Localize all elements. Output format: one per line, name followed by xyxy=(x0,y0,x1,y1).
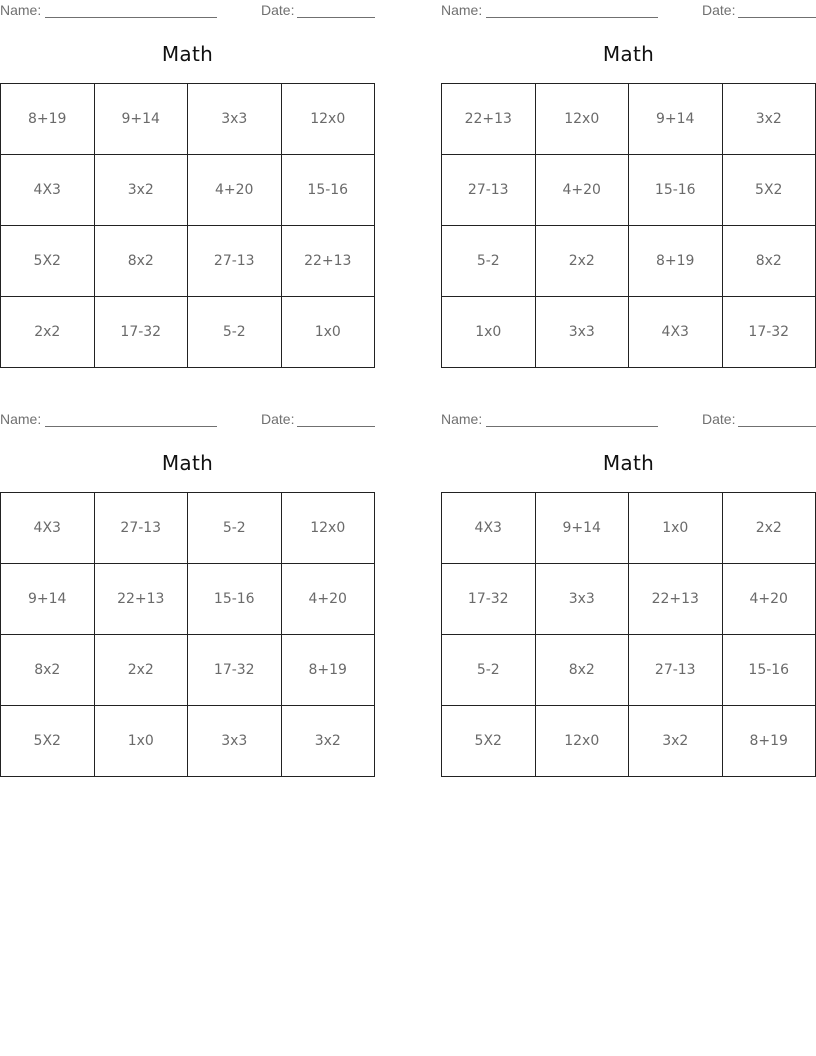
name-label: Name: xyxy=(441,411,483,427)
grid-row xyxy=(1,226,375,297)
grid-row xyxy=(1,493,375,564)
grid-cell: 2x2 xyxy=(722,493,816,564)
grid-cell: 12x0 xyxy=(535,84,629,155)
grid-row xyxy=(442,226,816,297)
grid-cell: 15-16 xyxy=(629,155,723,226)
grid-cell: 1x0 xyxy=(629,493,723,564)
grid-cell: 15-16 xyxy=(188,564,282,635)
name-field-line xyxy=(486,426,658,427)
grid-cell: 4+20 xyxy=(535,155,629,226)
grid-cell: 17-32 xyxy=(722,297,816,368)
name-label: Name: xyxy=(441,2,483,18)
grid-cell: 9+14 xyxy=(1,564,95,635)
bingo-card-2 xyxy=(441,0,816,365)
grid-cell: 4+20 xyxy=(281,564,375,635)
grid-cell: 8+19 xyxy=(629,226,723,297)
grid-row xyxy=(442,84,816,155)
grid-cell: 8+19 xyxy=(722,706,816,777)
grid-cell: 5X2 xyxy=(1,226,95,297)
grid-cell: 17-32 xyxy=(94,297,188,368)
bingo-card-3 xyxy=(0,409,375,774)
grid-cell: 3x2 xyxy=(722,84,816,155)
grid-row xyxy=(442,155,816,226)
grid-cell: 9+14 xyxy=(629,84,723,155)
date-field-line xyxy=(738,17,816,18)
grid-row xyxy=(442,297,816,368)
grid-row xyxy=(1,706,375,777)
grid-row xyxy=(442,635,816,706)
grid-cell: 8x2 xyxy=(722,226,816,297)
grid-cell: 3x3 xyxy=(535,564,629,635)
date-label: Date: xyxy=(261,411,295,427)
grid-cell: 8+19 xyxy=(281,635,375,706)
bingo-card-4 xyxy=(441,409,816,774)
bingo-grid xyxy=(0,492,375,777)
grid-cell: 5X2 xyxy=(442,706,536,777)
grid-cell: 1x0 xyxy=(281,297,375,368)
grid-cell: 12x0 xyxy=(281,493,375,564)
grid-cell: 2x2 xyxy=(94,635,188,706)
grid-cell: 17-32 xyxy=(188,635,282,706)
grid-cell: 5X2 xyxy=(722,155,816,226)
grid-cell: 15-16 xyxy=(281,155,375,226)
grid-cell: 4X3 xyxy=(629,297,723,368)
date-label: Date: xyxy=(702,2,736,18)
name-date-header xyxy=(441,2,816,20)
name-label: Name: xyxy=(0,411,42,427)
date-field-line xyxy=(297,17,375,18)
grid-cell: 27-13 xyxy=(629,635,723,706)
name-date-header xyxy=(0,2,375,20)
card-title: Math xyxy=(161,42,214,66)
grid-cell: 8x2 xyxy=(535,635,629,706)
grid-cell: 4X3 xyxy=(1,493,95,564)
grid-cell: 3x3 xyxy=(188,84,282,155)
grid-cell: 5-2 xyxy=(188,297,282,368)
grid-cell: 1x0 xyxy=(442,297,536,368)
grid-cell: 3x3 xyxy=(188,706,282,777)
grid-cell: 27-13 xyxy=(442,155,536,226)
bingo-grid xyxy=(441,83,816,368)
date-label: Date: xyxy=(702,411,736,427)
grid-cell: 3x3 xyxy=(535,297,629,368)
grid-cell: 12x0 xyxy=(535,706,629,777)
date-field-line xyxy=(297,426,375,427)
card-title: Math xyxy=(602,42,655,66)
grid-cell: 9+14 xyxy=(535,493,629,564)
name-field-line xyxy=(486,17,658,18)
grid-cell: 5X2 xyxy=(1,706,95,777)
grid-cell: 27-13 xyxy=(188,226,282,297)
grid-cell: 8+19 xyxy=(1,84,95,155)
grid-cell: 1x0 xyxy=(94,706,188,777)
card-title: Math xyxy=(161,451,214,475)
bingo-grid xyxy=(0,83,375,368)
name-field-line xyxy=(45,426,217,427)
grid-cell: 4+20 xyxy=(722,564,816,635)
grid-cell: 3x2 xyxy=(94,155,188,226)
grid-cell: 4+20 xyxy=(188,155,282,226)
grid-row xyxy=(442,493,816,564)
grid-cell: 12x0 xyxy=(281,84,375,155)
grid-cell: 17-32 xyxy=(442,564,536,635)
grid-cell: 4X3 xyxy=(442,493,536,564)
grid-cell: 22+13 xyxy=(629,564,723,635)
grid-cell: 5-2 xyxy=(442,226,536,297)
grid-cell: 22+13 xyxy=(442,84,536,155)
grid-cell: 2x2 xyxy=(535,226,629,297)
grid-row xyxy=(1,635,375,706)
grid-cell: 3x2 xyxy=(629,706,723,777)
grid-cell: 9+14 xyxy=(94,84,188,155)
bingo-grid xyxy=(441,492,816,777)
grid-cell: 5-2 xyxy=(188,493,282,564)
grid-cell: 5-2 xyxy=(442,635,536,706)
bingo-card-1 xyxy=(0,0,375,365)
grid-cell: 8x2 xyxy=(1,635,95,706)
name-field-line xyxy=(45,17,217,18)
grid-cell: 15-16 xyxy=(722,635,816,706)
grid-row xyxy=(442,706,816,777)
grid-row xyxy=(442,564,816,635)
grid-cell: 27-13 xyxy=(94,493,188,564)
grid-cell: 2x2 xyxy=(1,297,95,368)
name-date-header xyxy=(0,411,375,429)
grid-row xyxy=(1,297,375,368)
grid-row xyxy=(1,155,375,226)
grid-cell: 4X3 xyxy=(1,155,95,226)
grid-row xyxy=(1,84,375,155)
name-label: Name: xyxy=(0,2,42,18)
card-title: Math xyxy=(602,451,655,475)
grid-cell: 22+13 xyxy=(94,564,188,635)
grid-cell: 3x2 xyxy=(281,706,375,777)
grid-row xyxy=(1,564,375,635)
date-field-line xyxy=(738,426,816,427)
grid-cell: 8x2 xyxy=(94,226,188,297)
name-date-header xyxy=(441,411,816,429)
date-label: Date: xyxy=(261,2,295,18)
grid-cell: 22+13 xyxy=(281,226,375,297)
